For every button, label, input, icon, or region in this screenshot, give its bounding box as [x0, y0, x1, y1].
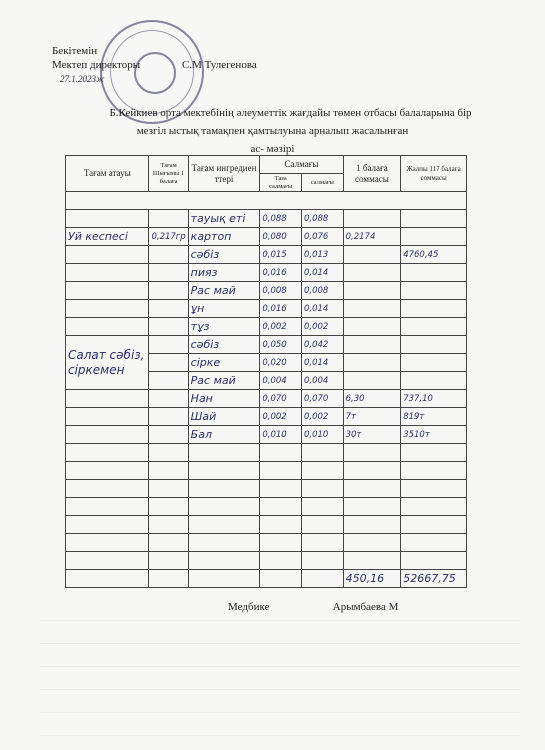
header-weight: Салмағы [260, 156, 343, 174]
approval-date: 27.1.2023ж [60, 74, 105, 84]
total-per-child: 450,16 [343, 570, 401, 588]
table-row: Салат сәбіз, сіркемен сәбіз 0,050 0,042 [66, 336, 467, 354]
dish2-name: Салат сәбіз, сіркемен [66, 336, 149, 390]
table-row: сірке 0,020 0,014 [66, 354, 467, 372]
signer-role: Медбике [228, 601, 270, 613]
table-row: Бал 0,010 0,010 30т 3510т [66, 426, 467, 444]
table-row: сәбіз 0,015 0,013 4760,45 [66, 246, 467, 264]
header-weight-gross: салмағы [301, 174, 343, 192]
table-row: Рас май 0,008 0,008 [66, 282, 467, 300]
table-row: тұз 0,002 0,002 [66, 318, 467, 336]
director-title: Мектеп директоры [52, 59, 141, 71]
header-weight-net: Таза салмағы [260, 174, 302, 192]
header-dish-output: Тағам Шығымы 1 балаға [149, 156, 188, 192]
table-row: Шай 0,002 0,002 7т 819т [66, 408, 467, 426]
doc-title-line1: Б.Кейкиев орта мектебінің әлеуметтік жағдайы төмен отбасы балаларына бір [109, 107, 472, 119]
approval-block [52, 44, 257, 86]
doc-title-line3: ас- мәзірі [250, 143, 295, 155]
director-name: С.М Тулегенова [182, 59, 257, 71]
header-dish-name: Тағам атауы [66, 156, 149, 192]
seal-emblem-icon [134, 52, 176, 94]
table-row: тауық еті 0,088 0,088 [66, 210, 467, 228]
menu-table [65, 155, 467, 588]
approval-label: Бекітемін [52, 45, 98, 57]
signature-line [228, 601, 398, 613]
doc-title-line2: мезгіл ыстық тамақпен қамтылуына арналып жасалынған [136, 125, 409, 137]
bleed-through-table [40, 620, 520, 746]
table-row: ұн 0,016 0,014 [66, 300, 467, 318]
header-per-child-sum: 1 балаға соммасы [343, 156, 401, 192]
header-ingredients: Тағам ингредиен ттері [188, 156, 260, 192]
table-row: Уй кеспесі 0,217гр картоп 0,080 0,076 0,2174 [66, 228, 467, 246]
total-all-children: 52667,75 [401, 570, 467, 588]
table-row: Рас май 0,004 0,004 [66, 372, 467, 390]
header-total-sum: Жалпы 117 балаға соммасы [401, 156, 467, 192]
table-row: Нан 0,070 0,070 6,30 737,10 [66, 390, 467, 408]
totals-row [66, 570, 467, 588]
dish1-name: Уй кеспесі [66, 228, 149, 246]
dish1-output: 0,217гр [149, 228, 188, 246]
table-row: пияз 0,016 0,014 [66, 264, 467, 282]
signer-name: Арымбаева М [332, 601, 399, 613]
